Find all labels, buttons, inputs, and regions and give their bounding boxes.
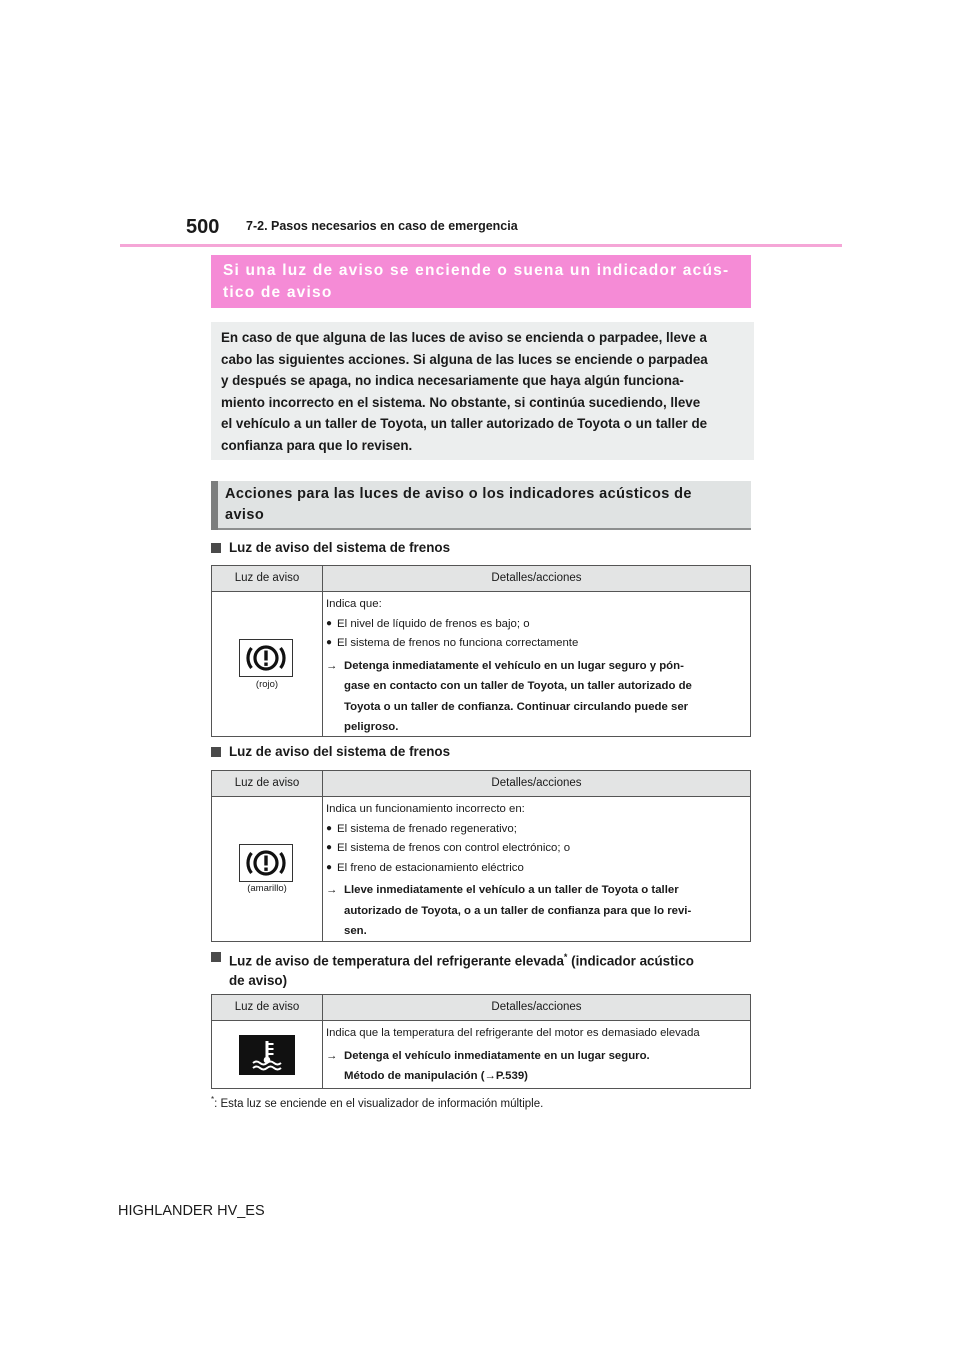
footnote	[211, 1095, 543, 1110]
details-intro: Indica que la temperatura del refrigerante del motor es demasiado elevada	[326, 1027, 700, 1039]
sub-heading-brake-yellow	[211, 742, 754, 762]
intro-line: el vehículo a un taller de Toyota, un taller autorizado de Toyota o un taller de	[221, 416, 708, 432]
square-bullet-icon	[211, 747, 221, 757]
sub-heading-brake-red	[211, 538, 754, 558]
sub-heading-text-end: (indicador acústico	[567, 953, 694, 969]
col-header-light: Luz de aviso	[212, 995, 323, 1020]
table-header	[212, 995, 750, 1021]
arrow-right-icon: →	[326, 659, 338, 672]
banner-title-line-1: Si una luz de aviso se enciende o suena un indicador acús-	[223, 262, 730, 279]
col-header-details: Detalles/acciones	[491, 1001, 582, 1013]
section-header-line-2: aviso	[225, 507, 265, 523]
sub-heading-text-line-2: de aviso)	[229, 973, 288, 989]
action-block	[326, 1046, 750, 1087]
action-line-page-ref: Método de manipulación (→P.539)	[344, 1070, 528, 1082]
table-row	[212, 1021, 750, 1088]
action-line: gase en contacto con un taller de Toyota, un taller autorizado de	[344, 680, 692, 692]
light-cell	[212, 592, 323, 736]
icon-caption: (rojo)	[255, 679, 279, 690]
bullet-item: ● El nivel de líquido de frenos es bajo; o	[326, 615, 750, 635]
action-block	[326, 880, 750, 942]
warning-banner	[211, 255, 751, 308]
footnote-mark: *	[211, 1095, 215, 1104]
intro-line: confianza para que lo revisen.	[221, 437, 413, 453]
details-cell	[323, 592, 750, 736]
light-cell	[212, 1021, 323, 1088]
details-cell	[323, 797, 750, 941]
square-bullet-icon	[211, 952, 221, 962]
intro-line: miento incorrecto en el sistema. No obstante, si continúa sucediendo, lleve	[221, 394, 701, 410]
warning-table-brake-yellow	[211, 770, 751, 942]
icon-caption: (amarillo)	[247, 883, 287, 894]
action-line: Lleve inmediatamente el vehículo a un taller de Toyota o taller	[344, 884, 679, 896]
brake-warning-icon	[239, 844, 293, 882]
table-header	[212, 771, 750, 797]
intro-line: cabo las siguientes acciones. Si alguna de las luces se enciende o parpadea	[221, 351, 708, 367]
asterisk-mark: *	[563, 952, 568, 962]
bullet-item: ● El sistema de frenos con control electrónico; o	[326, 839, 750, 859]
intro-line: En caso de que alguna de las luces de aviso se encienda o parpadee, lleve a	[221, 330, 707, 345]
section-header-line-1: Acciones para las luces de aviso o los indicadores acústicos de	[225, 486, 692, 502]
section-header	[211, 481, 751, 530]
arrow-right-icon: →	[326, 884, 338, 896]
col-header-light: Luz de aviso	[212, 566, 323, 591]
action-line: autorizado de Toyota, o a un taller de confianza para que lo revi-	[344, 904, 692, 917]
table-row	[212, 797, 750, 941]
page-number: 500	[186, 216, 220, 238]
intro-box	[211, 322, 754, 460]
bullet-item: ● El sistema de frenos no funciona correctamente	[326, 634, 750, 654]
col-header-details: Detalles/acciones	[491, 777, 582, 789]
details-intro: Indica un funcionamiento incorrecto en:	[326, 803, 525, 815]
table-row	[212, 592, 750, 736]
bullet-item: ● El sistema de frenado regenerativo;	[326, 820, 750, 840]
action-line: sen.	[344, 925, 367, 937]
light-cell	[212, 797, 323, 941]
action-line: Detenga inmediatamente el vehículo en un lugar seguro y pón-	[344, 659, 684, 672]
section-title: 7-2. Pasos necesarios en caso de emergencia	[246, 219, 518, 233]
intro-line: y después se apaga, no indica necesariamente que haya algún funciona-	[221, 373, 684, 389]
action-line: Detenga el vehículo inmediatamente en un lugar seguro.	[344, 1049, 650, 1062]
col-header-details: Detalles/acciones	[491, 572, 582, 584]
sub-heading-text: Luz de aviso de temperatura del refrigerante elevada	[229, 953, 564, 969]
coolant-temperature-icon	[239, 1035, 295, 1075]
bullet-item: ● El freno de estacionamiento eléctrico	[326, 859, 750, 879]
action-line: peligroso.	[344, 721, 399, 733]
square-bullet-icon	[211, 543, 221, 553]
action-line: Toyota o un taller de confianza. Continuar circulando puede ser	[344, 700, 689, 713]
footnote-text: : Esta luz se enciende en el visualizador de información múltiple.	[214, 1097, 544, 1110]
col-header-light: Luz de aviso	[212, 771, 323, 796]
warning-table-brake-red	[211, 565, 751, 737]
header-divider	[120, 244, 842, 247]
details-cell	[323, 1021, 750, 1088]
banner-title-line-2: tico de aviso	[223, 284, 333, 301]
sub-heading-text: Luz de aviso del sistema de frenos	[229, 744, 451, 759]
sub-heading-text: Luz de aviso del sistema de frenos	[229, 540, 451, 555]
sub-heading-coolant	[211, 947, 754, 991]
footer-model: HIGHLANDER HV_ES	[118, 1203, 265, 1219]
brake-warning-icon	[239, 639, 293, 677]
action-block	[326, 656, 750, 738]
arrow-right-icon: →	[326, 1049, 338, 1062]
warning-table-coolant	[211, 994, 751, 1089]
table-header	[212, 566, 750, 592]
details-intro: Indica que:	[326, 598, 382, 610]
